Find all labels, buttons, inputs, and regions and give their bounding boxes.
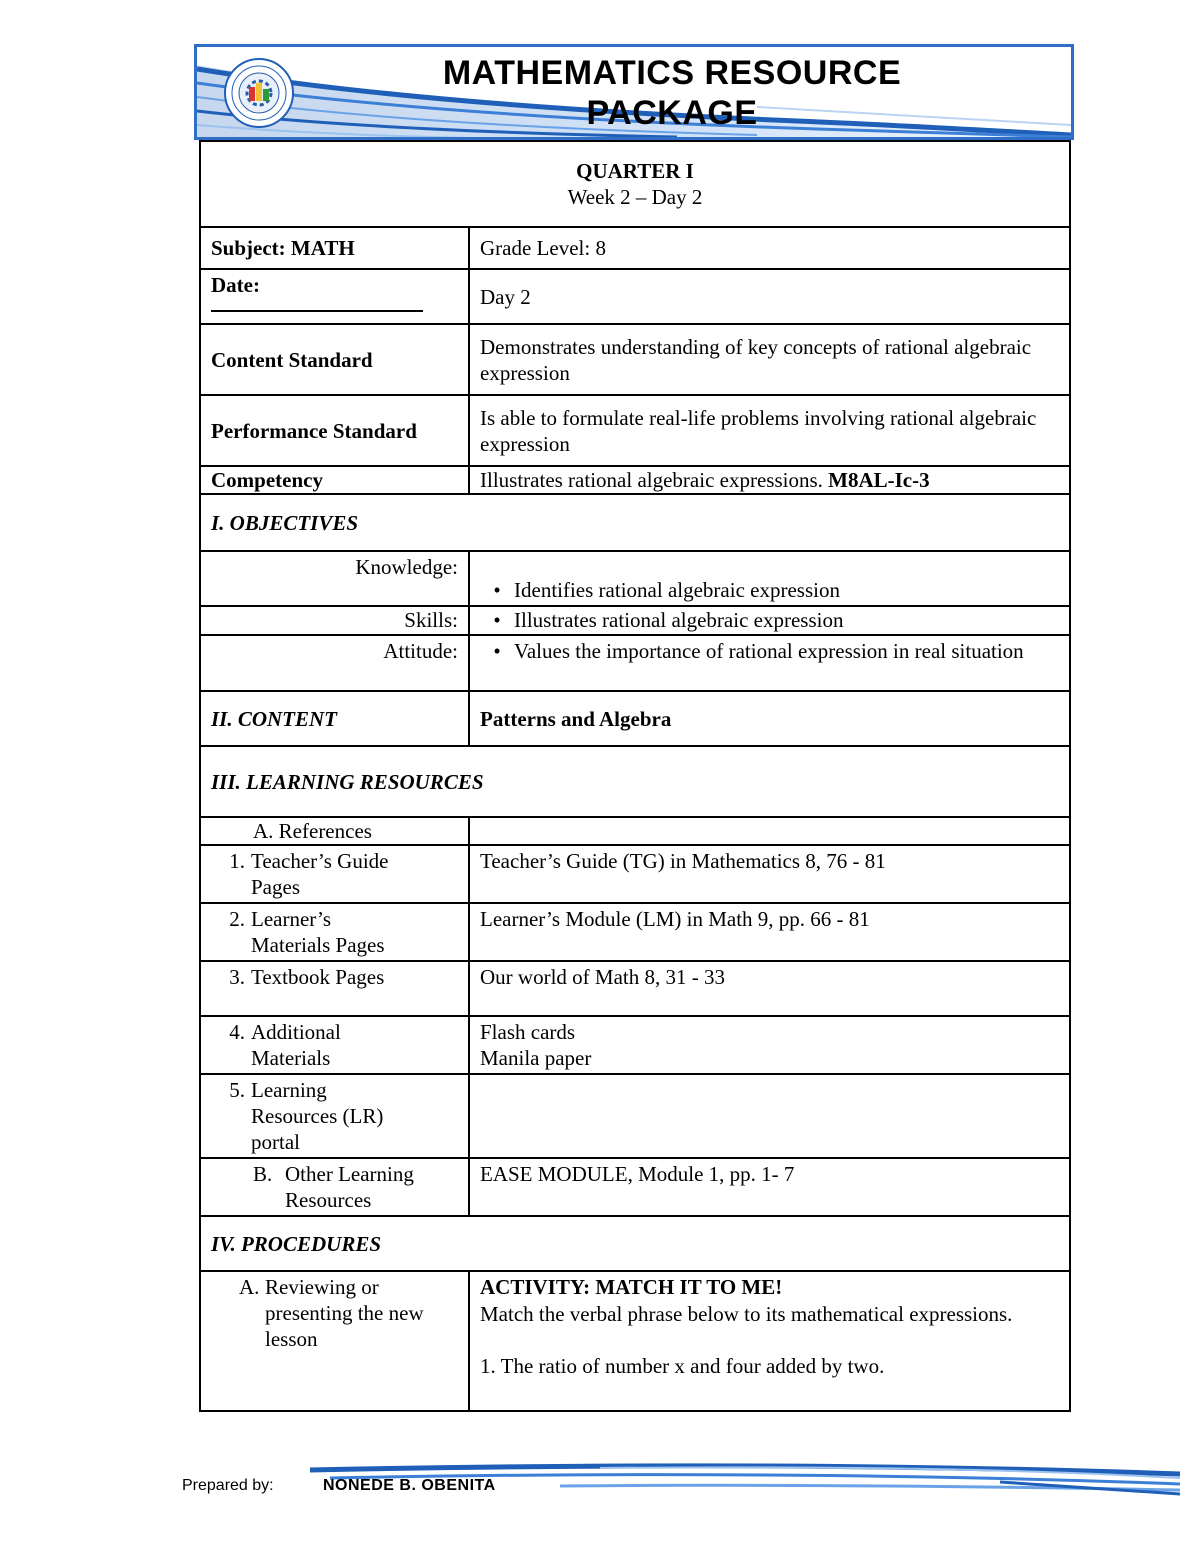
resource-value [469,1074,1070,1158]
resource-label-cell [200,1074,469,1158]
procedure-a-letter: A. [239,1275,260,1299]
objective-knowledge-row [200,551,1070,606]
resources-heading: III. LEARNING RESOURCES [200,746,1070,817]
activity-instruction: Match the verbal phrase below to its mathematical expressions. [480,1302,1013,1326]
performance-standard-row [200,395,1070,466]
objective-skills-text: Illustrates rational algebraic expression [514,608,844,632]
content-value: Patterns and Algebra [469,691,1070,746]
content-heading: II. CONTENT [200,691,469,746]
quarter-row [200,141,1070,227]
resource-num: 1. [229,849,245,873]
procedures-heading: IV. PROCEDURES [200,1216,1070,1271]
content-standard-label: Content Standard [200,324,469,395]
prepared-by-name: NONEDE B. OBENITA [323,1477,496,1494]
competency-code: M8AL-Ic-3 [828,468,930,492]
resource-label: Teacher’s Guide Pages [251,849,389,899]
quarter-cell [200,141,1070,227]
objective-attitude-cell [469,635,1070,691]
objective-knowledge-label: Knowledge: [200,551,469,606]
subject-row [200,227,1070,269]
resource-value-2: Manila paper [480,1046,592,1070]
spacer [480,1329,1059,1353]
deped-seal-icon [223,57,295,129]
resource-row [200,1074,1070,1158]
header-banner [194,44,1074,140]
other-resources-letter: B. [253,1162,273,1186]
objectives-heading-row [200,494,1070,551]
other-resources-row [200,1158,1070,1216]
resource-num: 2. [229,907,245,931]
bullet-icon: • [493,608,501,632]
date-label-cell [200,269,469,324]
resource-label: Learning Resources (LR) portal [251,1078,384,1154]
title-line-1: MATHEMATICS RESOURCE [442,54,902,92]
resource-row [200,1016,1070,1074]
objective-knowledge-cell [469,551,1070,606]
prepared-by-label: Prepared by: [182,1477,274,1494]
objective-attitude-row [200,635,1070,691]
resource-label-cell [200,845,469,903]
performance-standard-label: Performance Standard [200,395,469,466]
content-standard-row [200,324,1070,395]
competency-row [200,466,1070,494]
resource-row [200,903,1070,961]
bullet-icon: • [493,578,501,602]
page-title [347,53,997,133]
resource-label-cell [200,903,469,961]
resource-num: 3. [229,965,245,989]
references-label: References [278,819,372,843]
title-line-2: PACKAGE [586,94,758,132]
date-value-cell: Day 2 [469,269,1070,324]
resource-num: 4. [229,1020,245,1044]
resource-value: Teacher’s Guide (TG) in Mathematics 8, 76 - 81 [469,845,1070,903]
procedure-a-cell [200,1271,469,1411]
subject-cell: Subject: MATH [200,227,469,269]
references-row [200,817,1070,845]
procedure-a-row [200,1271,1070,1411]
activity-title: ACTIVITY: MATCH IT TO ME! [480,1275,783,1299]
bullet-icon: • [493,639,501,663]
resources-heading-row [200,746,1070,817]
date-label: Date: [211,273,260,297]
resource-num: 5. [229,1078,245,1102]
activity-item-1: 1. The ratio of number x and four added by two. [480,1354,885,1378]
objective-knowledge-text: Identifies rational algebraic expression [514,578,840,602]
resource-label: Textbook Pages [251,965,385,989]
footer-swoosh-decoration [0,1460,1200,1520]
date-blank-line [211,298,423,312]
objective-skills-cell [469,606,1070,635]
resource-row [200,961,1070,1016]
references-cell [200,817,469,845]
content-standard-value: Demonstrates understanding of key concepts of rational algebraic expression [469,324,1070,395]
resource-label-cell [200,1016,469,1074]
procedures-heading-row [200,1216,1070,1271]
week-day-label: Week 2 – Day 2 [567,185,703,209]
objective-skills-row [200,606,1070,635]
objective-attitude-label: Attitude: [200,635,469,691]
resource-label-cell [200,961,469,1016]
other-resources-value: EASE MODULE, Module 1, pp. 1- 7 [469,1158,1070,1216]
competency-label: Competency [200,466,469,494]
resource-row [200,845,1070,903]
objective-attitude-text: Values the importance of rational expression in real situation [514,639,1024,663]
grade-level-cell: Grade Level: 8 [469,227,1070,269]
procedure-a-label: Reviewing or presenting the new lesson [265,1275,424,1351]
performance-standard-value: Is able to formulate real-life problems involving rational algebraic expression [469,395,1070,466]
objective-skills-label: Skills: [200,606,469,635]
resource-label: Learner’s Materials Pages [251,907,385,957]
footer [0,1460,1200,1520]
resource-value-cell [469,1016,1070,1074]
competency-cell [469,466,1070,494]
content-row [200,691,1070,746]
resource-value: Learner’s Module (LM) in Math 9, pp. 66 - 81 [469,903,1070,961]
objectives-heading: I. OBJECTIVES [200,494,1070,551]
resource-value: Flash cards [480,1020,576,1044]
procedure-a-content [469,1271,1070,1411]
other-resources-cell [200,1158,469,1216]
date-row [200,269,1070,324]
other-resources-label: Other Learning Resources [285,1162,414,1212]
quarter-label: QUARTER I [576,159,694,183]
resource-label: Additional Materials [251,1020,341,1070]
resource-value: Our world of Math 8, 31 - 33 [469,961,1070,1016]
references-empty-cell [469,817,1070,845]
competency-value: Illustrates rational algebraic expressions. [480,468,823,492]
lesson-plan-table [199,140,1071,1412]
references-letter: A. [253,819,274,843]
